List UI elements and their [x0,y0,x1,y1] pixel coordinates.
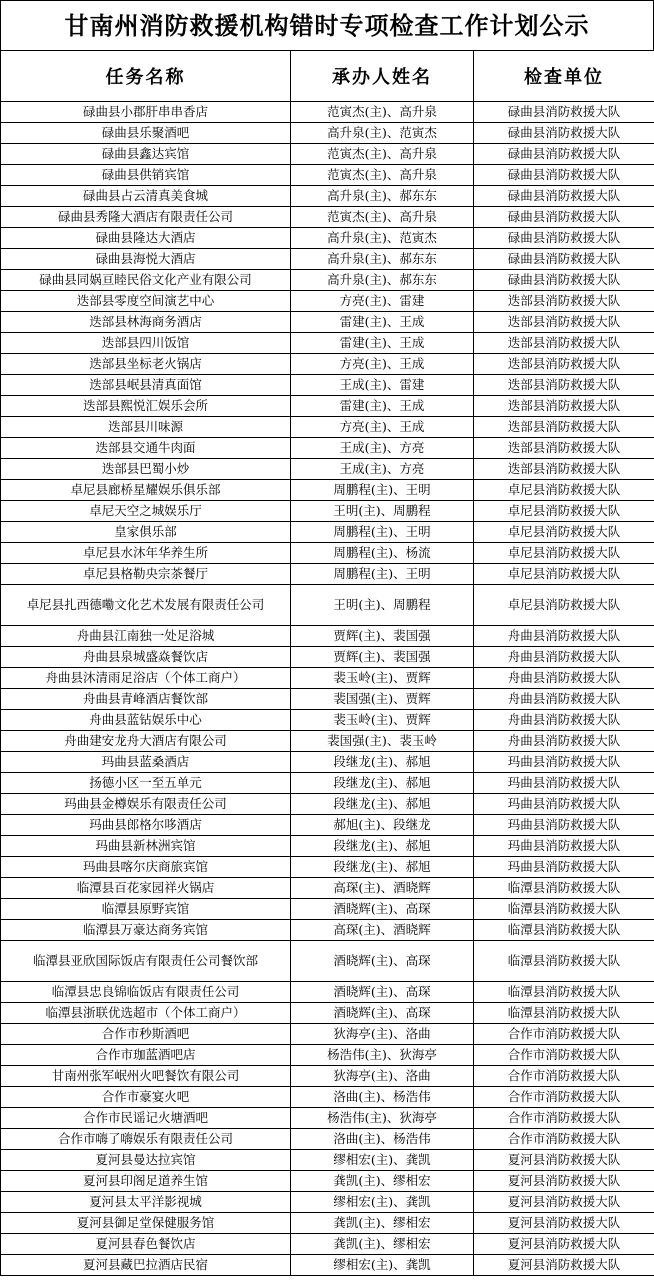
cell-task-name: 扬德小区一至五单元 [1,773,291,794]
cell-task-name: 甘南州张军岷州火吧餐饮有限公司 [1,1066,291,1087]
cell-handler-name: 裴国强(主)、裴玉岭 [291,731,474,752]
cell-handler-name: 高琛(主)、酒晓辉 [291,878,474,899]
cell-inspection-unit: 迭部县消防救援大队 [474,375,654,396]
cell-handler-name: 贾辉(主)、裴国强 [291,626,474,647]
cell-handler-name: 洛曲(主)、杨浩伟 [291,1129,474,1150]
table-row [1,165,654,186]
table-row [1,710,654,731]
cell-handler-name: 缪相宏(主)、龚凯 [291,1192,474,1213]
cell-task-name: 合作市豪宴火吧 [1,1087,291,1108]
cell-inspection-unit: 卓尼县消防救援大队 [474,585,654,626]
table-row [1,815,654,836]
cell-task-name: 碌曲县占云清真美食城 [1,186,291,207]
cell-handler-name: 洛曲(主)、杨浩伟 [291,1087,474,1108]
cell-task-name: 玛曲县郎格尔哆酒店 [1,815,291,836]
table-row [1,982,654,1003]
cell-handler-name: 高升泉(主)、范寅杰 [291,123,474,144]
cell-handler-name: 龚凯(主)、缪相宏 [291,1234,474,1255]
cell-inspection-unit: 迭部县消防救援大队 [474,459,654,480]
cell-inspection-unit: 合作市消防救援大队 [474,1087,654,1108]
cell-inspection-unit: 碌曲县消防救援大队 [474,102,654,123]
cell-handler-name: 狄海亭(主)、洛曲 [291,1024,474,1045]
cell-task-name: 卓尼县廊桥星耀娱乐俱乐部 [1,480,291,501]
cell-handler-name: 周鹏程(主)、王明 [291,522,474,543]
table-row [1,249,654,270]
cell-task-name: 临潭县原野宾馆 [1,899,291,920]
table-row [1,186,654,207]
table-body [1,102,654,1276]
table-row [1,522,654,543]
cell-task-name: 卓尼天空之城娱乐厅 [1,501,291,522]
cell-task-name: 迭部县交通牛肉面 [1,438,291,459]
cell-handler-name: 周鹏程(主)、杨流 [291,543,474,564]
table-row [1,417,654,438]
cell-handler-name: 龚凯(主)、缪相宏 [291,1213,474,1234]
table-row [1,270,654,291]
cell-inspection-unit: 卓尼县消防救援大队 [474,543,654,564]
table-row [1,1087,654,1108]
cell-handler-name: 高升泉(主)、郝东东 [291,270,474,291]
cell-handler-name: 酒晓辉(主)、高琛 [291,982,474,1003]
cell-inspection-unit: 舟曲县消防救援大队 [474,710,654,731]
cell-task-name: 迭部县零度空间演艺中心 [1,291,291,312]
cell-inspection-unit: 卓尼县消防救援大队 [474,522,654,543]
table-row [1,773,654,794]
cell-task-name: 合作市嗨了嗨娱乐有限责任公司 [1,1129,291,1150]
table-row [1,1213,654,1234]
table-row [1,1024,654,1045]
cell-inspection-unit: 碌曲县消防救援大队 [474,144,654,165]
table-row [1,1255,654,1276]
cell-inspection-unit: 舟曲县消防救援大队 [474,668,654,689]
cell-handler-name: 杨浩伟(主)、狄海亭 [291,1045,474,1066]
table-row [1,1129,654,1150]
cell-inspection-unit: 合作市消防救援大队 [474,1108,654,1129]
cell-handler-name: 周鹏程(主)、王明 [291,564,474,585]
cell-inspection-unit: 玛曲县消防救援大队 [474,815,654,836]
page-title: 甘南州消防救援机构错时专项检查工作计划公示 [0,0,654,50]
cell-inspection-unit: 合作市消防救援大队 [474,1066,654,1087]
cell-task-name: 夏河县印阁足道养生馆 [1,1171,291,1192]
table-row [1,375,654,396]
cell-handler-name: 缪相宏(主)、龚凯 [291,1150,474,1171]
cell-task-name: 舟曲县泉城盛焱餐饮店 [1,647,291,668]
cell-handler-name: 范寅杰(主)、高升泉 [291,165,474,186]
cell-task-name: 临潭县忠良锦临饭店有限责任公司 [1,982,291,1003]
cell-inspection-unit: 夏河县消防救援大队 [474,1255,654,1276]
cell-handler-name: 段继龙(主)、郝旭 [291,752,474,773]
cell-inspection-unit: 夏河县消防救援大队 [474,1171,654,1192]
cell-inspection-unit: 卓尼县消防救援大队 [474,480,654,501]
cell-handler-name: 方亮(主)、王成 [291,417,474,438]
table-row [1,144,654,165]
cell-task-name: 碌曲县海悦大酒店 [1,249,291,270]
cell-handler-name: 高升泉(主)、范寅杰 [291,228,474,249]
cell-task-name: 迭部县岷县清真面馆 [1,375,291,396]
table-row [1,396,654,417]
cell-inspection-unit: 临潭县消防救援大队 [474,941,654,982]
cell-inspection-unit: 临潭县消防救援大队 [474,899,654,920]
cell-inspection-unit: 碌曲县消防救援大队 [474,165,654,186]
cell-inspection-unit: 玛曲县消防救援大队 [474,857,654,878]
cell-inspection-unit: 舟曲县消防救援大队 [474,626,654,647]
cell-inspection-unit: 临潭县消防救援大队 [474,982,654,1003]
cell-handler-name: 范寅杰(主)、高升泉 [291,144,474,165]
cell-task-name: 迭部县四川饭馆 [1,333,291,354]
cell-inspection-unit: 玛曲县消防救援大队 [474,794,654,815]
cell-task-name: 夏河县曼达拉宾馆 [1,1150,291,1171]
table-row [1,878,654,899]
cell-task-name: 夏河县春色餐饮店 [1,1234,291,1255]
table-row [1,626,654,647]
cell-task-name: 碌曲县鑫达宾馆 [1,144,291,165]
cell-handler-name: 范寅杰(主)、高升泉 [291,207,474,228]
table-row [1,1003,654,1024]
cell-handler-name: 雷建(主)、王成 [291,333,474,354]
table-row [1,207,654,228]
cell-handler-name: 段继龙(主)、郝旭 [291,857,474,878]
table-row [1,857,654,878]
cell-inspection-unit: 迭部县消防救援大队 [474,312,654,333]
cell-task-name: 迭部县熙悦汇娱乐会所 [1,396,291,417]
cell-task-name: 卓尼县水沐年华养生所 [1,543,291,564]
cell-handler-name: 贾辉(主)、裴国强 [291,647,474,668]
table-row [1,585,654,626]
cell-task-name: 合作市珈蓝酒吧店 [1,1045,291,1066]
cell-task-name: 迭部县坐标老火锅店 [1,354,291,375]
cell-inspection-unit: 舟曲县消防救援大队 [474,647,654,668]
table-row [1,1066,654,1087]
cell-inspection-unit: 碌曲县消防救援大队 [474,207,654,228]
cell-task-name: 临潭县浙联优选超市（个体工商户） [1,1003,291,1024]
cell-handler-name: 范寅杰(主)、高升泉 [291,102,474,123]
cell-task-name: 玛曲县喀尔庆商旅宾馆 [1,857,291,878]
cell-inspection-unit: 玛曲县消防救援大队 [474,773,654,794]
table-row [1,752,654,773]
cell-handler-name: 方亮(主)、雷建 [291,291,474,312]
cell-handler-name: 杨浩伟(主)、狄海亭 [291,1108,474,1129]
cell-inspection-unit: 临潭县消防救援大队 [474,920,654,941]
cell-task-name: 舟曲县蓝钻娱乐中心 [1,710,291,731]
cell-task-name: 迭部县林海商务酒店 [1,312,291,333]
cell-handler-name: 王成(主)、雷建 [291,375,474,396]
cell-inspection-unit: 碌曲县消防救援大队 [474,228,654,249]
cell-handler-name: 高升泉(主)、郝东东 [291,249,474,270]
cell-task-name: 碌曲县隆达大酒店 [1,228,291,249]
inspection-table [0,50,654,1276]
table-row [1,102,654,123]
cell-inspection-unit: 迭部县消防救援大队 [474,333,654,354]
cell-task-name: 碌曲县同娲亘睦民俗文化产业有限公司 [1,270,291,291]
table-row [1,459,654,480]
cell-handler-name: 狄海亭(主)、洛曲 [291,1066,474,1087]
cell-inspection-unit: 卓尼县消防救援大队 [474,501,654,522]
cell-inspection-unit: 合作市消防救援大队 [474,1129,654,1150]
cell-inspection-unit: 合作市消防救援大队 [474,1045,654,1066]
cell-handler-name: 裴玉岭(主)、贾辉 [291,668,474,689]
cell-handler-name: 郝旭(主)、段继龙 [291,815,474,836]
table-row [1,228,654,249]
cell-handler-name: 酒晓辉(主)、高琛 [291,899,474,920]
cell-handler-name: 方亮(主)、王成 [291,354,474,375]
cell-handler-name: 段继龙(主)、郝旭 [291,773,474,794]
cell-handler-name: 段继龙(主)、郝旭 [291,836,474,857]
table-row [1,1150,654,1171]
table-row [1,1192,654,1213]
cell-inspection-unit: 夏河县消防救援大队 [474,1150,654,1171]
table-row [1,438,654,459]
cell-inspection-unit: 碌曲县消防救援大队 [474,186,654,207]
cell-inspection-unit: 舟曲县消防救援大队 [474,689,654,710]
table-row [1,480,654,501]
table-row [1,731,654,752]
cell-handler-name: 王成(主)、方亮 [291,438,474,459]
cell-task-name: 临潭县万豪达商务宾馆 [1,920,291,941]
table-row [1,647,654,668]
cell-handler-name: 雷建(主)、王成 [291,396,474,417]
cell-handler-name: 高琛(主)、酒晓辉 [291,920,474,941]
table-row [1,1234,654,1255]
table-row [1,312,654,333]
cell-handler-name: 王明(主)、周鹏程 [291,585,474,626]
cell-task-name: 夏河县太平洋影视城 [1,1192,291,1213]
cell-inspection-unit: 玛曲县消防救援大队 [474,836,654,857]
table-row [1,920,654,941]
cell-task-name: 卓尼县扎西德嘞文化艺术发展有限责任公司 [1,585,291,626]
cell-task-name: 夏河县藏巴拉酒店民宿 [1,1255,291,1276]
table-row [1,836,654,857]
cell-handler-name: 段继龙(主)、郝旭 [291,794,474,815]
header-inspection-unit: 检查单位 [474,51,654,102]
cell-inspection-unit: 碌曲县消防救援大队 [474,123,654,144]
cell-inspection-unit: 合作市消防救援大队 [474,1024,654,1045]
cell-task-name: 合作市秒斯酒吧 [1,1024,291,1045]
cell-task-name: 碌曲县秀隆大酒店有限责任公司 [1,207,291,228]
cell-handler-name: 裴玉岭(主)、贾辉 [291,710,474,731]
cell-task-name: 合作市民谣记火塘酒吧 [1,1108,291,1129]
cell-inspection-unit: 临潭县消防救援大队 [474,878,654,899]
cell-task-name: 临潭县亚欣国际饭店有限责任公司餐饮部 [1,941,291,982]
table-row [1,501,654,522]
cell-inspection-unit: 夏河县消防救援大队 [474,1234,654,1255]
table-row [1,123,654,144]
cell-task-name: 玛曲县新林洲宾馆 [1,836,291,857]
cell-inspection-unit: 夏河县消防救援大队 [474,1192,654,1213]
table-row [1,333,654,354]
cell-handler-name: 雷建(主)、王成 [291,312,474,333]
cell-handler-name: 王明(主)、周鹏程 [291,501,474,522]
cell-handler-name: 周鹏程(主)、王明 [291,480,474,501]
cell-inspection-unit: 卓尼县消防救援大队 [474,564,654,585]
table-row [1,1045,654,1066]
cell-task-name: 玛曲县金樽娱乐有限责任公司 [1,794,291,815]
cell-task-name: 临潭县百花家园祥火锅店 [1,878,291,899]
table-row [1,564,654,585]
cell-inspection-unit: 迭部县消防救援大队 [474,354,654,375]
cell-task-name: 玛曲县蓝桑酒店 [1,752,291,773]
cell-inspection-unit: 临潭县消防救援大队 [474,1003,654,1024]
table-row [1,668,654,689]
header-task-name: 任务名称 [1,51,291,102]
table-header-row [1,51,654,102]
cell-handler-name: 高升泉(主)、郝东东 [291,186,474,207]
cell-handler-name: 王成(主)、方亮 [291,459,474,480]
table-row [1,794,654,815]
cell-task-name: 迭部县川味源 [1,417,291,438]
cell-inspection-unit: 迭部县消防救援大队 [474,291,654,312]
cell-inspection-unit: 碌曲县消防救援大队 [474,270,654,291]
cell-task-name: 舟曲县沐清雨足浴店（个体工商户） [1,668,291,689]
table-row [1,291,654,312]
cell-task-name: 碌曲县乐聚酒吧 [1,123,291,144]
table-row [1,543,654,564]
cell-inspection-unit: 玛曲县消防救援大队 [474,752,654,773]
cell-inspection-unit: 舟曲县消防救援大队 [474,731,654,752]
cell-inspection-unit: 迭部县消防救援大队 [474,417,654,438]
table-row [1,1108,654,1129]
cell-handler-name: 酒晓辉(主)、高琛 [291,1003,474,1024]
cell-inspection-unit: 碌曲县消防救援大队 [474,249,654,270]
cell-task-name: 夏河县御足堂保健服务馆 [1,1213,291,1234]
cell-task-name: 碌曲县小郡肝串串香店 [1,102,291,123]
cell-task-name: 皇家俱乐部 [1,522,291,543]
table-row [1,689,654,710]
table-row [1,899,654,920]
cell-task-name: 舟曲县青峰酒店餐饮部 [1,689,291,710]
cell-task-name: 碌曲县供销宾馆 [1,165,291,186]
header-handler-name: 承办人姓名 [291,51,474,102]
cell-inspection-unit: 夏河县消防救援大队 [474,1213,654,1234]
cell-handler-name: 缪相宏(主)、龚凯 [291,1255,474,1276]
cell-task-name: 舟曲建安龙舟大酒店有限公司 [1,731,291,752]
cell-handler-name: 酒晓辉(主)、高琛 [291,941,474,982]
cell-inspection-unit: 迭部县消防救援大队 [474,396,654,417]
cell-handler-name: 裴国强(主)、贾辉 [291,689,474,710]
cell-task-name: 舟曲县江南独一处足浴城 [1,626,291,647]
cell-handler-name: 龚凯(主)、缪相宏 [291,1171,474,1192]
table-row [1,1171,654,1192]
cell-task-name: 迭部县巴蜀小炒 [1,459,291,480]
cell-task-name: 卓尼县格勒央宗茶餐厅 [1,564,291,585]
table-row [1,354,654,375]
table-row [1,941,654,982]
cell-inspection-unit: 迭部县消防救援大队 [474,438,654,459]
